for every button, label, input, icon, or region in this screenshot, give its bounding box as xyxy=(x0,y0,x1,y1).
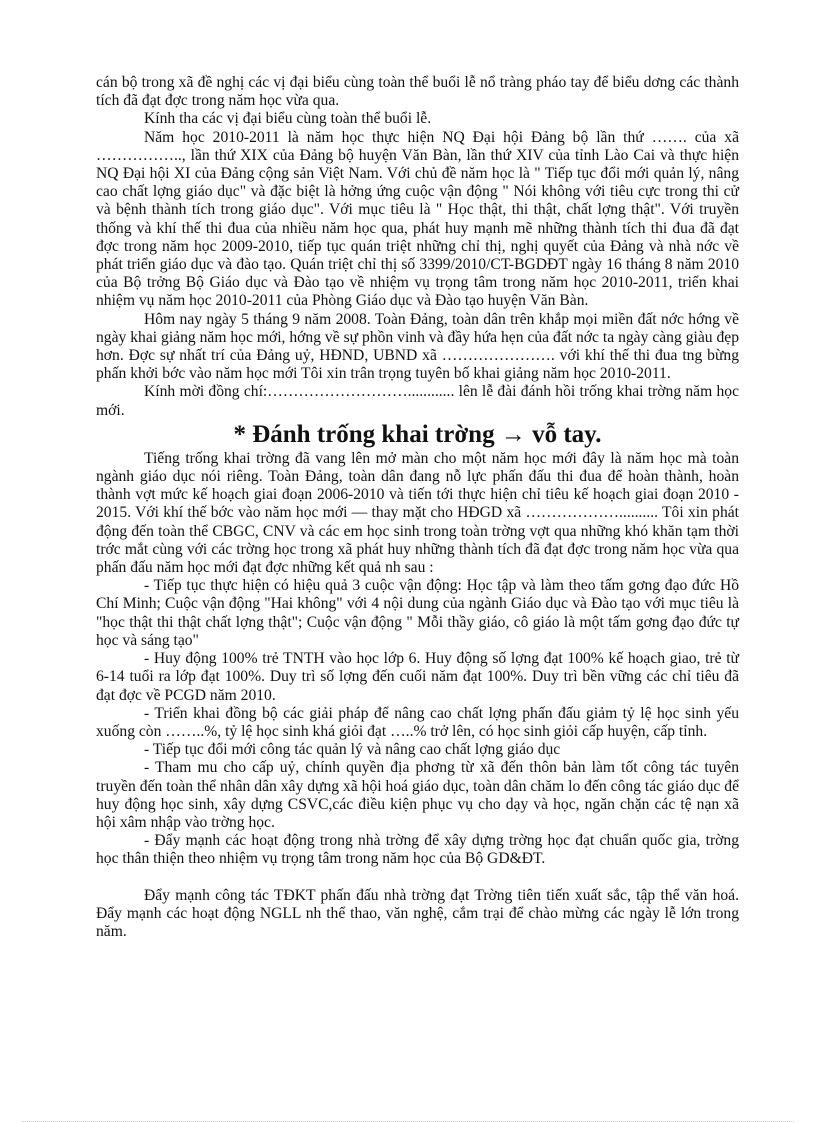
paragraph: Hôm nay ngày 5 tháng 9 năm 2008. Toàn Đảng, toàn dân trên khắp mọi miền đất nớc hớng về ngày khai giảng năm học mới, hớng về sự phồn vinh và đầy hứa hẹn của đất nớc ta ngày càng giàu đẹp hơn. Đợc sự nhất trí của Đảng uỷ, HĐND, UBND xã …………………. với khí thế thi đua tng bừng phấn khởi bớc vào năm học mới Tôi xin trân trọng tuyên bố khai giảng năm học 2010-2011. xyxy=(96,310,739,383)
list-item: - Tham mu cho cấp uỷ, chính quyền địa phơng từ xã đến thôn bản làm tốt công tác tuyên truyền đến toàn thể nhân dân xây dựng xã hội hoá giáo dục, toàn dân chăm lo đến công tác giáo dục để huy động học sinh, xây dựng CSVC,các điều kiện phục vụ cho dạy và học, ngăn chặn các tệ nạn xã hội xâm nhập vào trờng học. xyxy=(96,759,739,831)
list-item: - Tiếp tục đổi mới công tác quản lý và nâng cao chất lợng giáo dục xyxy=(144,741,561,759)
paragraph: Tiếng trống khai trờng đã vang lên mở màn cho một năm học mới đây là năm học mà toàn ngành giáo dục nói riêng. Toàn Đảng, toàn dân đang nỗ lực phấn đấu thi đua để hoàn thành, hoàn thành vợt mức kế hoạch giai đoạn 2006-2010 và tiến tới thực hiện chỉ tiêu kế hoạch giai đoạn 2010 - 2015. Với khí thế bớc vào năm học mới — thay mặt cho HĐGD xã ……………….......... Tôi xin phát động đến toàn thể CBGC, CNV và các em học sinh trong toàn trờng vợt qua những khó khăn tạm thời trớc mắt cùng với các trờng học trong xã phát huy những thành tích đã đạt đợc trong năm học vừa qua phấn đấu năm học mới đạt đợc những kết quả nh sau : xyxy=(96,449,739,577)
closing-paragraph: Đẩy mạnh công tác TĐKT phấn đấu nhà trờng đạt Trờng tiên tiến xuất sắc, tập thể văn hoá. Đẩy mạnh các hoạt động NGLL nh thể thao, văn nghệ, cắm trại để chào mừng các ngày lễ lớn trong năm. xyxy=(96,886,739,940)
list-item: - Đẩy mạnh các hoạt động trong nhà trờng để xây dựng trờng học đạt chuẩn quốc gia, trờng học thân thiện theo nhiệm vụ trọng tâm trong năm học của Bộ GD&ĐT. xyxy=(96,832,739,868)
document-page xyxy=(96,74,739,941)
paragraph: Kính mời đồng chí:………………………............ lên lễ đài đánh hồi trống khai trờng năm học mới. xyxy=(96,383,739,419)
paragraph: cán bộ trong xã đề nghị các vị đại biểu cùng toàn thể buổi lễ nổ tràng pháo tay để biểu dơng các thành tích đã đạt đợc trong năm học vừa qua. xyxy=(96,74,739,110)
list-item: - Tiếp tục thực hiện có hiệu quả 3 cuộc vận động: Học tập và làm theo tấm gơng đạo đức Hồ Chí Minh; Cuộc vận động "Hai không" với 4 nội dung của ngành Giáo dục và Đào tạo với mục tiêu là "học thật thi thật chất lợng thật"; Cuộc vận động " Mỗi thầy giáo, cô giáo là một tấm gơng đạo đức tự học và sáng tạo" xyxy=(96,577,739,649)
spacer xyxy=(96,869,739,887)
list-item: - Triển khai đồng bộ các giải pháp để nâng cao chất lợng phấn đấu giảm tỷ lệ học sinh yếu xuống còn ……..%, tỷ lệ học sinh khá giỏi đạt …..% trở lên, có học sinh giỏi cấp huyện, cấp tỉnh. xyxy=(96,704,739,740)
list-item: - Huy động 100% trẻ TNTH vào học lớp 6. Huy động số lợng đạt 100% kế hoạch giao, trẻ từ 6-14 tuổi ra lớp đạt 100%. Duy trì số lợng đến cuối năm đạt 100%. Duy trì bền vững các chỉ tiêu đã đạt đợc về PCGD năm 2010. xyxy=(96,650,739,704)
section-heading: * Đánh trống khai trờng → vỗ tay. xyxy=(233,420,602,448)
page-bottom-rule xyxy=(22,1121,794,1122)
paragraph: Năm học 2010-2011 là năm học thực hiện NQ Đại hội Đảng bộ lần thứ ……. của xã …………….., lần thứ XIX của Đảng bộ huyện Văn Bàn, lần thứ XIV của tỉnh Lào Cai và thực hiện NQ Đại hội XI của Đảng cộng sản Việt Nam. Với chủ đề năm học là " Tiếp tục đổi mới quản lý, nâng cao chất lợng giáo dục" và đặc biệt là hởng ứng cuộc vận động " Nói không với tiêu cực trong thi cử và bệnh thành tích trong giáo dục". Với mục tiêu là " Học thật, thi thật, chất lợng thật". Với truyền thống và khí thế thi đua của nhiều năm học qua, phát huy mạnh mẽ những thành tích thi đua đã đạt đợc trong năm học 2009-2010, tiếp tục quán triệt những chỉ thị, nghị quyết của Đảng và nhà nớc về phát triển giáo dục và đào tạo. Quán triệt chỉ thị số 3399/2010/CT-BGDĐT ngày 16 tháng 8 năm 2010 của Bộ trởng Bộ Giáo dục và Đào tạo về nhiệm vụ trọng tâm trong năm học 2010-2011, triển khai nhiệm vụ năm học 2010-2011 của Phòng Giáo dục và Đào tạo huyện Văn Bàn. xyxy=(96,128,739,310)
paragraph: Kính tha các vị đại biểu cùng toàn thể buổi lễ. xyxy=(144,110,432,128)
